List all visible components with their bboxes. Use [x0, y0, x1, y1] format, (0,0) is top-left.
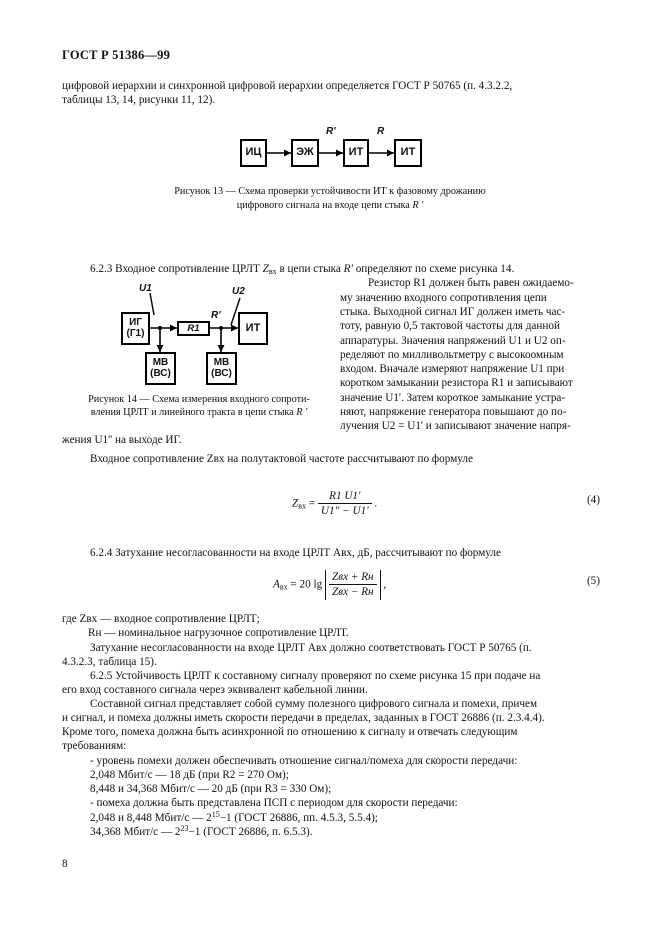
- box-it-fig14: ИТ: [238, 312, 268, 345]
- label-u1: U1: [139, 283, 152, 294]
- formula-4-intro: Входное сопротивление Zвх на полутактовой частоте рассчитывают по формуле: [90, 453, 473, 465]
- s625-line-1: 6.2.5 Устойчивость ЦРЛТ к составному сигналу проверяют по схеме рисунка 15 при подаче на: [90, 670, 541, 682]
- s623-line-2: му значению входного сопротивления цепи: [340, 292, 547, 304]
- eq5-numerator: Zвх + Rн: [329, 570, 377, 585]
- comp-line-1: Составной сигнал представляет собой сумму полезного цифрового сигнала и помехи, причем: [90, 698, 538, 710]
- eq4-numerator: R1 U1': [318, 489, 372, 504]
- list-item-5-sup: 15: [211, 810, 220, 819]
- label-r-prime: R': [326, 126, 336, 137]
- list-item-2: 2,048 Мбит/с — 18 дБ (при R2 = 270 Ом);: [90, 769, 289, 781]
- intro-line-1: цифровой иерархии и синхронной цифровой иерархии определяется ГОСТ Р 50765 (п. 4.3.2.2,: [62, 80, 513, 92]
- figure-13-caption-2-text: цифрового сигнала на входе цепи стыка: [236, 200, 410, 211]
- figure-13-caption-1: Рисунок 13 — Схема проверки устойчивости ИТ к фазовому дрожанию: [174, 186, 486, 197]
- s623-z: Z: [262, 263, 269, 275]
- label-u2: U2: [232, 286, 245, 297]
- s623-line-6: ределяют по милливольтметру с высокоомным: [340, 349, 564, 361]
- eq5-denominator: Zвх − Rн: [332, 586, 374, 599]
- eq5-coef: = 20 lg: [290, 578, 323, 591]
- s623-tail: жения U1'' на выходе ИГ.: [62, 434, 182, 446]
- s623-heading-a: 6.2.3 Входное сопротивление ЦРЛТ: [90, 263, 263, 275]
- comp-line-4: требованиям:: [62, 740, 127, 752]
- list-item-3: 8,448 и 34,368 Мбит/с — 20 дБ (при R3 = 330 Ом);: [90, 783, 332, 795]
- comp-line-2: и сигнал, и помеха должны иметь скорости передачи в пределах, заданных в ГОСТ 26886 (п. 2.3.4.4).: [62, 712, 545, 724]
- box-mv-1: МВ (ВС): [145, 352, 176, 385]
- s623-line-7: входом. Вначале измеряют напряжение U1 при: [340, 363, 565, 375]
- equation-5: [273, 570, 386, 600]
- eq4-period: .: [374, 497, 378, 510]
- document-header: ГОСТ Р 51386—99: [62, 48, 171, 62]
- box-it-2: ИТ: [394, 139, 422, 167]
- list-item-6: [90, 824, 628, 839]
- figure-14-caption-1: Рисунок 14 — Схема измерения входного сопроти-: [88, 394, 310, 405]
- comp-line-3: Кроме того, помеха должна быть асинхронной по отношению к сигналу и отвечать следующим: [62, 726, 518, 738]
- figure-14-caption-2: [62, 406, 336, 420]
- box-it-1: ИТ: [343, 139, 369, 167]
- s623-line-10: няют, напряжение генератора повышают до по-: [340, 406, 567, 418]
- list-item-6-a: 34,368 Мбит/с — 2: [90, 826, 181, 838]
- eq4-equals: =: [308, 497, 316, 510]
- eq5-abs: [325, 570, 381, 600]
- eq5-fraction: [329, 570, 377, 600]
- list-item-1: - уровень помехи должен обеспечивать отношение сигнал/помеха для скорости передачи:: [90, 755, 518, 767]
- list-item-4: - помеха должна быть представлена ПСП с периодом для скорости передачи:: [90, 797, 458, 809]
- s623-line-9: значение U1'. Затем короткое замыкание устра-: [340, 392, 566, 404]
- s623-heading-c: определяют по схеме рисунка 14.: [352, 263, 515, 275]
- box-mv-2: МВ (ВС): [206, 352, 237, 385]
- label-r-prime-fig14: R': [211, 310, 221, 321]
- list-item-5-a: 2,048 и 8,448 Мбит/с — 2: [90, 812, 212, 824]
- section-6-2-4: 6.2.4 Затухание несогласованности на входе ЦРЛТ Aвх, дБ, рассчитывают по формуле: [90, 547, 501, 559]
- eq4-fraction: [318, 489, 372, 519]
- box-ig: ИГ (Г1): [121, 312, 150, 345]
- s623-r-var: R': [343, 263, 353, 275]
- s623-heading-b: в цепи стыка: [276, 263, 344, 275]
- s623-line-3: стыка. Выходной сигнал ИГ должен иметь час-: [340, 306, 566, 318]
- box-ezh: ЭЖ: [291, 139, 319, 167]
- s625-line-2: его вход составного сигнала через эквивалент кабельной линии.: [62, 684, 368, 696]
- box-r1: R1: [177, 321, 210, 336]
- eq5-comma: ,: [383, 578, 387, 591]
- figure-14-caption-2-text: вления ЦРЛТ и линейного тракта в цепи стыка: [90, 407, 294, 418]
- box-ic: ИЦ: [240, 139, 267, 167]
- where-line-1: где Zвх — входное сопротивление ЦРЛТ;: [62, 613, 260, 625]
- intro-line-2: таблицы 13, 14, рисунки 11, 12).: [62, 94, 216, 106]
- page-number: 8: [62, 858, 68, 870]
- s623-line-5: аппаратуры. Значения напряжений U1 и U2 оп-: [340, 335, 566, 347]
- s623-line-11: лучения U2 = U1' и записывают значение напря-: [340, 420, 571, 432]
- list-item-5-b: −1 (ГОСТ 26886, пп. 4.5.3, 5.5.4);: [219, 812, 378, 824]
- s623-line-4: тоту, равную 0,5 тактовой частоты для данной: [340, 320, 560, 332]
- s623-line-1: Резистор R1 должен быть равен ожидаемо-: [368, 277, 574, 289]
- att-line-1: Затухание несогласованности на входе ЦРЛТ Aвх должно соответствовать ГОСТ Р 50765 (п.: [90, 642, 532, 654]
- figure-14-caption-2-var: R ': [296, 407, 308, 418]
- s623-line-8: коротком замыкании резистора R1 и записывают: [340, 377, 573, 389]
- eq5-lhs-sub: вх: [279, 582, 288, 592]
- eq5-lhs: A: [273, 578, 280, 591]
- eq4-lhs: Z: [292, 497, 299, 510]
- label-r: R: [377, 126, 385, 137]
- where-line-2: Rн — номинальное нагрузочное сопротивление ЦРЛТ.: [88, 627, 349, 639]
- att-line-2: 4.3.2.3, таблица 15).: [62, 656, 157, 668]
- eq5-number: (5): [586, 575, 600, 587]
- list-item-6-sup: 23: [180, 824, 189, 833]
- eq4-lhs-sub: вх: [298, 501, 307, 511]
- s623-z-sub: вх: [268, 267, 277, 276]
- list-item-6-b: −1 (ГОСТ 26886, п. 6.5.3).: [188, 826, 313, 838]
- eq4-denominator: U1'' − U1': [320, 505, 369, 518]
- figure-13-caption-2-var: R ': [412, 200, 424, 211]
- eq4-number: (4): [586, 494, 600, 506]
- equation-4: [292, 489, 377, 519]
